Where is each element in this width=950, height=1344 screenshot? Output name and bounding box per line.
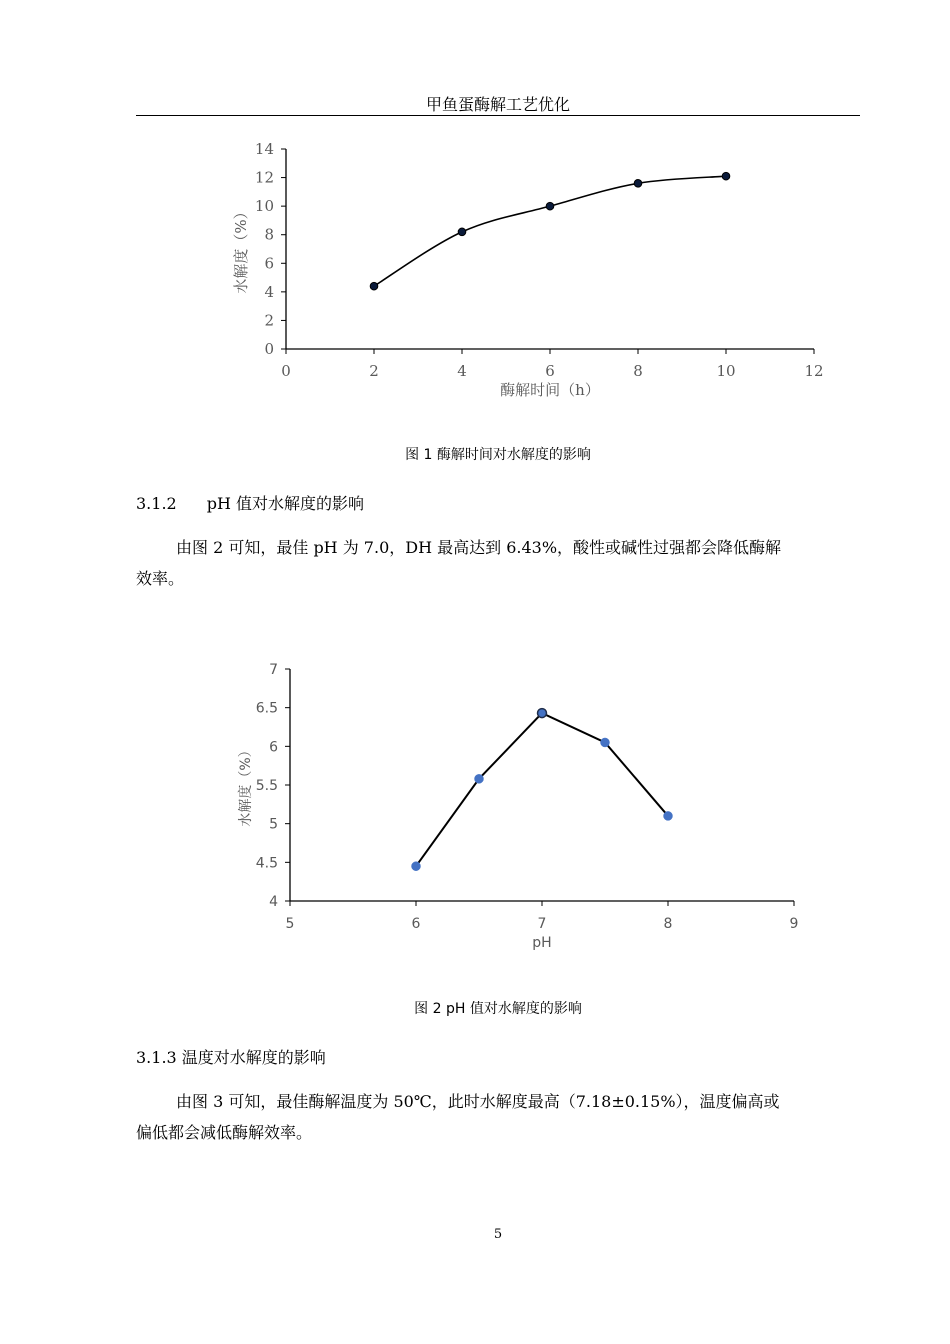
x-tick-label: 12 xyxy=(804,362,824,380)
data-point xyxy=(412,862,421,871)
x-axis-title: pH xyxy=(532,935,552,951)
y-tick-label: 8 xyxy=(264,225,274,244)
header-rule xyxy=(136,115,860,116)
data-point xyxy=(601,738,610,747)
paragraph-line: 由图 2 可知，最佳 pH 为 7.0，DH 最高达到 6.43%，酸性或碱性过强都会降低酶解 xyxy=(176,538,782,557)
y-tick-label: 2 xyxy=(264,311,274,330)
figure-2-caption: 图 2 pH 值对水解度的影响 xyxy=(414,1001,582,1017)
figure-1-caption: 图 1 酶解时间对水解度的影响 xyxy=(405,447,591,463)
y-tick-label: 4 xyxy=(264,282,274,301)
y-tick-label: 0 xyxy=(264,340,274,358)
page-number: 5 xyxy=(493,1227,503,1242)
data-point xyxy=(546,202,554,210)
data-point xyxy=(458,228,466,236)
x-axis-title: 酶解时间（h） xyxy=(500,381,600,399)
x-tick-label: 8 xyxy=(663,916,673,932)
paragraph-line: 偏低都会减低酶解效率。 xyxy=(136,1123,313,1142)
data-point xyxy=(475,774,484,783)
y-tick-label: 10 xyxy=(254,197,274,216)
y-axis-title: 水解度（%） xyxy=(232,204,250,294)
section-3-1-2-heading xyxy=(136,491,364,514)
x-tick-label: 10 xyxy=(716,362,736,380)
data-point xyxy=(634,179,642,187)
y-tick-label: 14 xyxy=(254,140,274,158)
section-3-1-3-heading: 3.1.3 温度对水解度的影响 xyxy=(136,1048,326,1067)
y-tick-label: 12 xyxy=(254,168,274,187)
y-tick-label: 7 xyxy=(269,662,278,678)
y-tick-label: 4.5 xyxy=(255,855,278,872)
data-point xyxy=(664,811,673,820)
section-3-1-2-paragraph xyxy=(136,532,860,594)
running-header: 甲鱼蛋酶解工艺优化 xyxy=(425,95,570,114)
x-tick-label: 7 xyxy=(537,916,547,932)
heading-text: pH 值对水解度的影响 xyxy=(206,494,365,513)
paragraph-line: 效率。 xyxy=(136,569,185,588)
y-tick-label: 6 xyxy=(269,739,278,756)
chart-hydrolysis-vs-time xyxy=(220,135,840,405)
section-3-1-3-paragraph xyxy=(136,1086,860,1148)
series-line xyxy=(374,176,726,286)
y-axis-title: 水解度（%） xyxy=(238,743,254,827)
y-tick-label: 6.5 xyxy=(255,700,278,717)
data-point xyxy=(538,709,547,718)
data-point xyxy=(722,172,730,180)
heading-number: 3.1.2 xyxy=(136,494,177,513)
x-tick-label: 6 xyxy=(545,362,555,380)
y-tick-label: 5 xyxy=(269,816,278,833)
x-tick-label: 0 xyxy=(281,362,291,380)
x-tick-label: 8 xyxy=(633,362,643,380)
data-point xyxy=(370,282,378,290)
y-tick-label: 5.5 xyxy=(255,778,278,794)
series-line xyxy=(416,713,668,866)
y-tick-label: 4 xyxy=(269,894,278,910)
x-tick-label: 9 xyxy=(789,916,799,932)
chart-hydrolysis-vs-ph xyxy=(220,655,820,965)
y-tick-label: 6 xyxy=(264,254,274,273)
x-tick-label: 5 xyxy=(285,916,295,932)
x-tick-label: 4 xyxy=(457,362,467,380)
x-tick-label: 2 xyxy=(369,362,379,380)
paragraph-line: 由图 3 可知，最佳酶解温度为 50℃，此时水解度最高（7.18±0.15%），温度偏高或 xyxy=(176,1092,780,1111)
x-tick-label: 6 xyxy=(411,916,421,932)
